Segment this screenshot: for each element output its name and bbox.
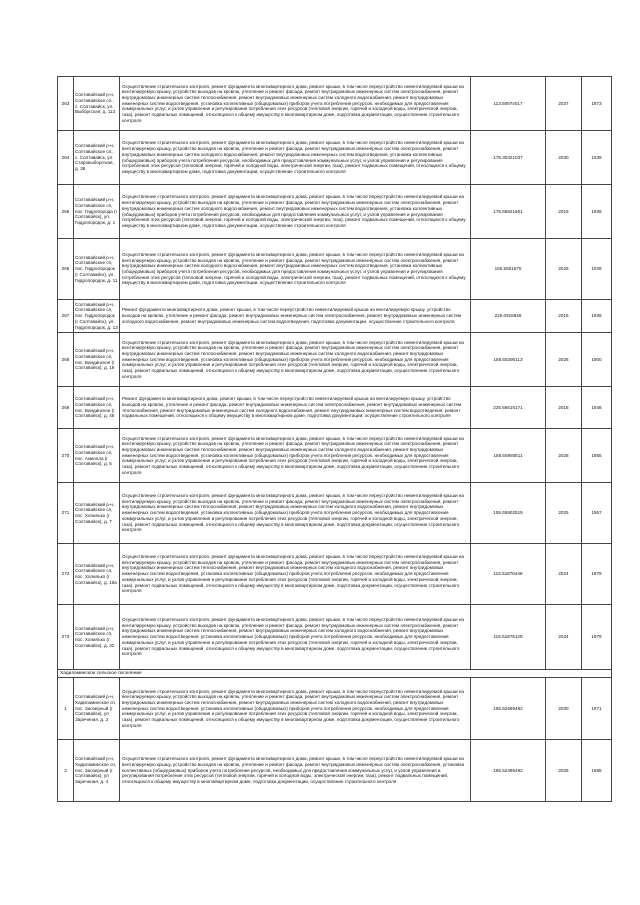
row-number: 269 — [58, 387, 74, 429]
row-number: 264 — [58, 131, 74, 185]
cost-cell: 225.56616171 — [471, 387, 546, 429]
cost-cell: 225.0918848 — [471, 300, 546, 333]
capital-repair-table — [57, 76, 612, 802]
built-year-cell: 1939 — [582, 185, 612, 239]
table-body-main — [58, 77, 612, 670]
built-year-cell: 1979 — [582, 544, 612, 605]
table-row — [58, 387, 612, 429]
works-cell: Осуществление строительного контроля, ремонт фундамента многоквартирного дома, ремонт крыши, в том числе переустройство невентилируемой крыши на вентилируемую крышу, устройство выходов на кровлю, утепление и ремонт фасада, ремонт внутридомовых инженерных систем электроснабжения, ремонт внутридомовых инженерных систем холодного водоснабжения, ремонт внутридомовых инженерных систем водоотведения, установка коллективных (общедомовых) приборов учета потребления ресурсов, необходимых для предоставления коммунальных услуг, и узлов управления и регулирования потребления этих ресурсов (тепловой энергии, горячей и холодной воды, электрической энергии, газа), ремонт подвальных помещений, относящихся к общему имуществу в многоквартирном доме, подготовка документации, осуществление строительного контроля — [120, 131, 471, 185]
planned-year-cell: 2024 — [546, 544, 582, 605]
address-cell: Солтавайский р-н, Хадиламинское сп, пос. Заозерный (г Солтавайск), ул Зареченая, д. 4 — [74, 740, 120, 802]
planned-year-cell: 2026 — [546, 333, 582, 387]
table-row — [58, 740, 612, 802]
cost-cell: 115.51875128 — [471, 605, 546, 670]
row-number: 263 — [58, 77, 74, 131]
cost-cell: 115.51876448 — [471, 544, 546, 605]
row-number: 272 — [58, 544, 74, 605]
built-year-cell: 1939 — [582, 300, 612, 333]
cost-cell: 155.52589482 — [471, 678, 546, 740]
planned-year-cell: 2034 — [546, 605, 582, 670]
address-cell: Солтавайский р-н, Солтавайское сп, пос. Вандинское (г Солтавайск), д. 46 — [74, 387, 120, 429]
cost-cell: 176.55821601 — [471, 185, 546, 239]
row-number: 265 — [58, 185, 74, 239]
address-cell: Солтавайский р-н, Солтавайское сп, пос. Гидропорода (г Солтавайск), ул. Гидропородок, д. 1 — [74, 185, 120, 239]
built-year-cell: 1900 — [582, 333, 612, 387]
cost-cell: 155.55902519 — [471, 483, 546, 544]
works-cell: Осуществление строительного контроля, ремонт фундамента многоквартирного дома, ремонт крыши, в том числе переустройство невентилируемой крыши на вентилируемую крышу, устройство выходов на кровлю, утепление и ремонт фасада, ремонт внутридомовых инженерных систем электроснабжения, ремонт внутридомовых инженерных систем холодного водоснабжения, ремонт внутридомовых инженерных систем водоотведения, установка коллективных (общедомовых) приборов учета потребления ресурсов, необходимых для предоставления коммунальных услуг, и узлов управления и регулирования потребления этих ресурсов (тепловой энергии, горячей и холодной воды, электрической энергии, газа), ремонт подвальных помещений, относящихся к общему имуществу в многоквартирном доме, подготовка документации, осуществление строительного контроля — [120, 185, 471, 239]
table-row — [58, 239, 612, 300]
table-row — [58, 77, 612, 131]
works-cell: Осуществление строительного контроля, ремонт фундамента многоквартирного дома, ремонт крыши, в том числе переустройство невентилируемой крыши на вентилируемую крышу, устройство выходов на кровлю, утепление и ремонт фасада, ремонт внутридомовых инженерных систем электроснабжения, установка коллективных (общедомовых) приборов учета потребления ресурсов, необходимых для предоставления коммунальных услуг, и узлов управления и регулирования потребления этих ресурсов (тепловой энергии, горячей и холодной воды, электрической энергии, газа), ремонт подвальных помещений, относящихся к общему имуществу в многоквартирном доме, подготовка документации, осуществление строительного контроля — [120, 740, 471, 802]
planned-year-cell: 2025 — [546, 239, 582, 300]
planned-year-cell: 2030 — [546, 678, 582, 740]
row-number: 267 — [58, 300, 74, 333]
address-cell: Солтавайский р-н, Хадиламинское сп, пос. Заозерный (г Солтавайск), ул Зареченая, д. 2 — [74, 678, 120, 740]
address-cell: Солтавайский р-н, Солтавайское сп, пос. Гидропородок (г Солтавайск), ул. Гидропородок, д. 11 — [74, 239, 120, 300]
works-cell: Осуществление строительного контроля, ремонт фундамента многоквартирного дома, ремонт крыши, в том числе переустройство невентилируемой крыши на вентилируемую крышу, устройство выходов на кровлю, утепление и ремонт фасада, ремонт внутридомовых инженерных систем электроснабжения, ремонт внутридомовых инженерных систем холодного водоснабжения, ремонт внутридомовых инженерных систем водоотведения, установка коллективных (общедомовых) приборов учета потребления ресурсов, необходимых для предоставления коммунальных услуг, и узлов управления и регулирования потребления этих ресурсов (тепловой энергии, горячей и холодной воды, электрической энергии, газа), ремонт подвальных помещений, относящихся к общему имуществу в многоквартирном доме, подготовка документации, осуществление строительного контроля — [120, 239, 471, 300]
section-row — [58, 670, 612, 678]
works-cell: Ремонт фундамента многоквартирного дома, ремонт крыши, в том числе переустройство невентилируемой крыши на вентилируемую крышу, устройство выходов на кровлю, утепление и ремонт фасада, ремонт внутридомовых инженерных систем электроснабжения, ремонт внутридомовых инженерных систем теплоснабжения, ремонт внутридомовых инженерных систем холодного водоснабжения, ремонт внутридомовых инженерных систем водоотведения, ремонт подвальных помещений, относящихся к общему имуществу в многоквартирном доме, подготовка документации, осуществление строительного контроля — [120, 387, 471, 429]
built-year-cell: 1965 — [582, 740, 612, 802]
works-cell: Осуществление строительного контроля, ремонт фундамента многоквартирного дома, ремонт крыши, в том числе переустройство невентилируемой крыши на вентилируемую крышу, устройство выходов на кровлю, утепление и ремонт фасада, ремонт внутридомовых инженерных систем электроснабжения, ремонт внутридомовых инженерных систем теплоснабжения, ремонт внутридомовых инженерных систем холодного водоснабжения, ремонт внутридомовых инженерных систем водоотведения, установка коллективных (общедомовых) приборов учета потребления ресурсов, необходимых для предоставления коммунальных услуг, и узлов управления и регулирования потребления этих ресурсов (тепловой энергии, горячей и холодной воды, электрической энергии, газа), ремонт подвальных помещений, относящихся к общему имуществу в многоквартирном доме, подготовка документации, осуществление строительного контроля — [120, 483, 471, 544]
built-year-cell: 1979 — [582, 605, 612, 670]
address-cell: Солтавайский р-н, Солтавайское сп, пос. Акмолла (г Солтавайск), д. 5 — [74, 429, 120, 483]
address-cell: Солтавайский р-н, Солтавайское сп, пос. Вандинское (г Солтавайск), д. 19 — [74, 333, 120, 387]
works-cell: Ремонт фундамента многоквартирного дома, ремонт крыши, в том числе переустройство невентилируемой крыши на вентилируемую крышу, устройство выходов на кровлю, утепление и ремонт фасада, ремонт внутридомовых инженерных систем электроснабжения, ремонт внутридомовых инженерных систем холодного водоснабжения, ремонт внутридомовых инженерных систем водоотведения, подготовка документации, осуществление строительного контроля — [120, 300, 471, 333]
address-cell: Солтавайский р-н, Солтавайское сп, пос. Хопилько (г Солтавайск), д. 32 — [74, 605, 120, 670]
row-number: 271 — [58, 483, 74, 544]
section-title: Хадиламинское сельское поселение — [58, 670, 612, 678]
row-number: 268 — [58, 333, 74, 387]
table-row — [58, 300, 612, 333]
built-year-cell: 1955 — [582, 429, 612, 483]
works-cell: Осуществление строительного контроля, ремонт фундамента многоквартирного дома, ремонт крыши, в том числе переустройство невентилируемой крыши на вентилируемую крышу, устройство выходов на кровлю, утепление и ремонт фасада, ремонт внутридомовых инженерных систем электроснабжения, ремонт внутридомовых инженерных систем теплоснабжения, ремонт внутридомовых инженерных систем холодного водоснабжения, ремонт внутридомовых инженерных систем водоотведения, установка коллективных (общедомовых) приборов учета потребления ресурсов, необходимых для предоставления коммунальных услуг, и узлов управления и регулирования потребления этих ресурсов (тепловой энергии, горячей и холодной воды, электрической энергии, газа), ремонт подвальных помещений, относящихся к общему имуществу в многоквартирном доме, подготовка документации, осуществление строительного контроля — [120, 77, 471, 131]
table-row — [58, 131, 612, 185]
works-cell: Осуществление строительного контроля, ремонт фундамента многоквартирного дома, ремонт крыши, в том числе переустройство невентилируемой крыши на вентилируемую крышу, устройство выходов на кровлю, утепление и ремонт фасада, ремонт внутридомовых инженерных систем электроснабжения, ремонт внутридомовых инженерных систем теплоснабжения, ремонт внутридомовых инженерных систем холодного водоснабжения, ремонт внутридомовых инженерных систем водоотведения, установка коллективных (общедомовых) приборов учета потребления ресурсов, необходимых для предоставления коммунальных услуг, и узлов управления и регулирования потребления этих ресурсов (тепловой энергии, горячей и холодной воды, электрической энергии, газа), ремонт подвальных помещений, относящихся к общему имуществу в многоквартирном доме, подготовка документации, осуществление строительного контроля — [120, 678, 471, 740]
row-number: 1 — [58, 678, 74, 740]
table-row — [58, 185, 612, 239]
document-page — [57, 76, 603, 802]
table-body-section-rows — [58, 678, 612, 802]
planned-year-cell: 2018 — [546, 387, 582, 429]
works-cell: Осуществление строительного контроля, ремонт фундамента многоквартирного дома, ремонт крыши, в том числе переустройство невентилируемой крыши на вентилируемую крышу, устройство выходов на кровлю, утепление и ремонт фасада, ремонт внутридомовых инженерных систем электроснабжения, ремонт внутридомовых инженерных систем теплоснабжения, ремонт внутридомовых инженерных систем холодного водоснабжения, ремонт внутридомовых инженерных систем водоотведения, установка коллективных (общедомовых) приборов учета потребления ресурсов, необходимых для предоставления коммунальных услуг, и узлов управления и регулирования потребления этих ресурсов (тепловой энергии, горячей и холодной воды, электрической энергии, газа), ремонт подвальных помещений, относящихся к общему имуществу в многоквартирном доме, подготовка документации, осуществление строительного контроля — [120, 544, 471, 605]
cost-cell: 155.55993611 — [471, 429, 546, 483]
built-year-cell: 1939 — [582, 239, 612, 300]
table-row — [58, 678, 612, 740]
cost-cell: 155.5551575 — [471, 239, 546, 300]
cost-cell: 155.52495482 — [471, 740, 546, 802]
planned-year-cell: 2019 — [546, 185, 582, 239]
row-number: 273 — [58, 605, 74, 670]
address-cell: Солтавайский р-н, Солтавайское сп, пос. Хопилько (г Солтавайск), д. 16а — [74, 544, 120, 605]
cost-cell: 155.55390113 — [471, 333, 546, 387]
built-year-cell: 1948 — [582, 387, 612, 429]
address-cell: Солтавайский р-н, Солтавайское сп., с. Солтавайск, ул. Выборгская, д. 113 — [74, 77, 120, 131]
row-number: 2 — [58, 740, 74, 802]
planned-year-cell: 2030 — [546, 131, 582, 185]
works-cell: Осуществление строительного контроля, ремонт фундамента многоквартирного дома, ремонт крыши, в том числе переустройство невентилируемой крыши на вентилируемую крышу, устройство выходов на кровлю, утепление и ремонт фасада, ремонт внутридомовых инженерных систем электроснабжения, ремонт внутридомовых инженерных систем теплоснабжения, ремонт внутридомовых инженерных систем холодного водоснабжения, ремонт внутридомовых инженерных систем водоотведения, установка коллективных (общедомовых) приборов учета потребления ресурсов, необходимых для предоставления коммунальных услуг, и узлов управления и регулирования потребления этих ресурсов (тепловой энергии, горячей и холодной воды, электрической энергии, газа), ремонт подвальных помещений, относящихся к общему имуществу в многоквартирном доме, подготовка документации, осуществление строительного контроля — [120, 429, 471, 483]
address-cell: Солтавайский р-н, Солтавайское сп, пос. Гидропородок (г Солтавайск), ул. Гидропородок, д. 13 — [74, 300, 120, 333]
works-cell: Осуществление строительного контроля, ремонт фундамента многоквартирного дома, ремонт крыши, в том числе переустройство невентилируемой крыши на вентилируемую крышу, устройство выходов на кровлю, утепление и ремонт фасада, ремонт внутридомовых инженерных систем электроснабжения, ремонт внутридомовых инженерных систем теплоснабжения, ремонт внутридомовых инженерных систем холодного водоснабжения, ремонт внутридомовых инженерных систем водоотведения, установка коллективных (общедомовых) приборов учета потребления ресурсов, необходимых для предоставления коммунальных услуг, и узлов управления и регулирования потребления этих ресурсов (тепловой энергии, горячей и холодной воды, электрической энергии, газа), ремонт подвальных помещений, относящихся к общему имуществу в многоквартирном доме, подготовка документации, осуществление строительного контроля — [120, 605, 471, 670]
works-cell: Осуществление строительного контроля, ремонт фундамента многоквартирного дома, ремонт крыши, в том числе переустройство невентилируемой крыши на вентилируемую крышу, устройство выходов на кровлю, утепление и ремонт фасада, ремонт внутридомовых инженерных систем электроснабжения, ремонт внутридомовых инженерных систем теплоснабжения, ремонт внутридомовых инженерных систем холодного водоснабжения, ремонт внутридомовых инженерных систем водоотведения, установка коллективных (общедомовых) приборов учета потребления ресурсов, необходимых для предоставления коммунальных услуг, и узлов управления и регулирования потребления этих ресурсов (тепловой энергии, горячей и холодной воды, электрической энергии, газа), ремонт подвальных помещений, относящихся к общему имуществу в многоквартирном доме, подготовка документации, осуществление строительного контроля — [120, 333, 471, 387]
built-year-cell: 1939 — [582, 131, 612, 185]
table-body-section — [58, 670, 612, 678]
table-row — [58, 429, 612, 483]
row-number: 270 — [58, 429, 74, 483]
planned-year-cell: 2037 — [546, 77, 582, 131]
table-row — [58, 483, 612, 544]
planned-year-cell: 2028 — [546, 429, 582, 483]
planned-year-cell: 2025 — [546, 483, 582, 544]
cost-cell: 113.50974017 — [471, 77, 546, 131]
cost-cell: 175.30421037 — [471, 131, 546, 185]
built-year-cell: 1971 — [582, 678, 612, 740]
table-row — [58, 333, 612, 387]
built-year-cell: 1973 — [582, 77, 612, 131]
built-year-cell: 1957 — [582, 483, 612, 544]
table-row — [58, 605, 612, 670]
table-row — [58, 544, 612, 605]
planned-year-cell: 2026 — [546, 740, 582, 802]
planned-year-cell: 2016 — [546, 300, 582, 333]
row-number: 266 — [58, 239, 74, 300]
address-cell: Солтавайский р-н, Солтавайское сп., с. Солтавайск, ул. Старовыборгская, д. 36 — [74, 131, 120, 185]
address-cell: Солтавайский р-н, Солтавайское сп, пос. Хопилько (г Солтавайск), д. 7 — [74, 483, 120, 544]
